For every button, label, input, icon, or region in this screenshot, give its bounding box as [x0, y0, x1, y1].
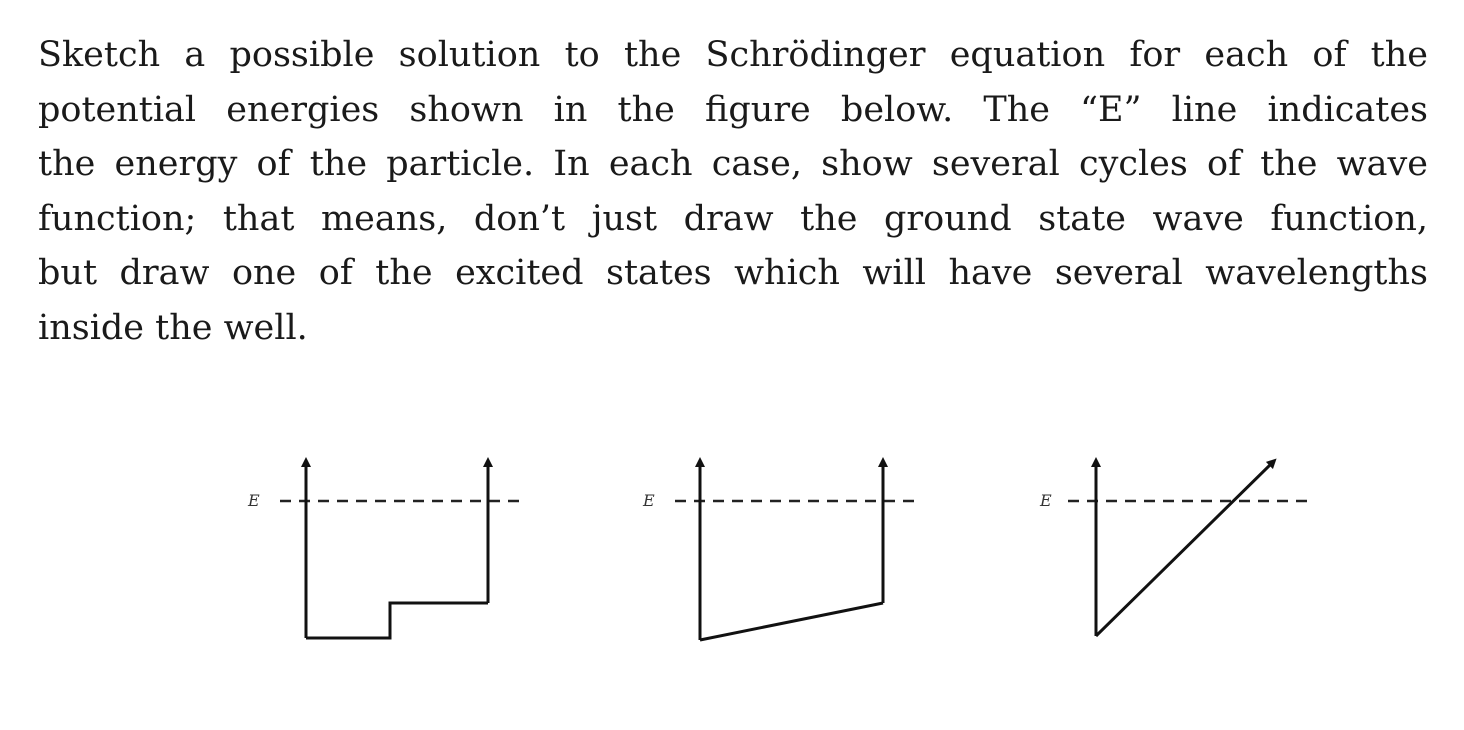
- panel-1-step-bottom: [306, 603, 488, 638]
- panel-3-energy-label: E: [1040, 491, 1052, 510]
- problem-line-4: function; that means, don’t just draw the ground state wave function,: [38, 198, 1428, 239]
- potential-diagrams-svg: [0, 440, 1464, 680]
- panel-3-ramp-well: [1039, 462, 1308, 636]
- panel-1-step-well: [247, 462, 520, 638]
- problem-statement: [38, 28, 1428, 355]
- potential-energy-figure: [0, 440, 1464, 680]
- panel-2-sloped-bottom: [700, 603, 883, 640]
- problem-line-2: potential energies shown in the figure below. The “E” line indicates: [38, 89, 1428, 130]
- problem-line-5: but draw one of the excited states which will have several wavelengths: [38, 253, 1428, 293]
- panel-2-energy-label: E: [643, 491, 655, 510]
- problem-line-6: inside the well.: [38, 307, 308, 348]
- panel-2-sloped-well: [642, 462, 915, 640]
- problem-line-3: the energy of the particle. In each case, show several cycles of the wave: [38, 144, 1428, 184]
- panel-3-linear-ramp-arrow: [1096, 462, 1273, 636]
- problem-line-1: Sketch a possible solution to the Schrödinger equation for each of the: [38, 35, 1428, 75]
- panel-1-energy-label: E: [248, 491, 260, 510]
